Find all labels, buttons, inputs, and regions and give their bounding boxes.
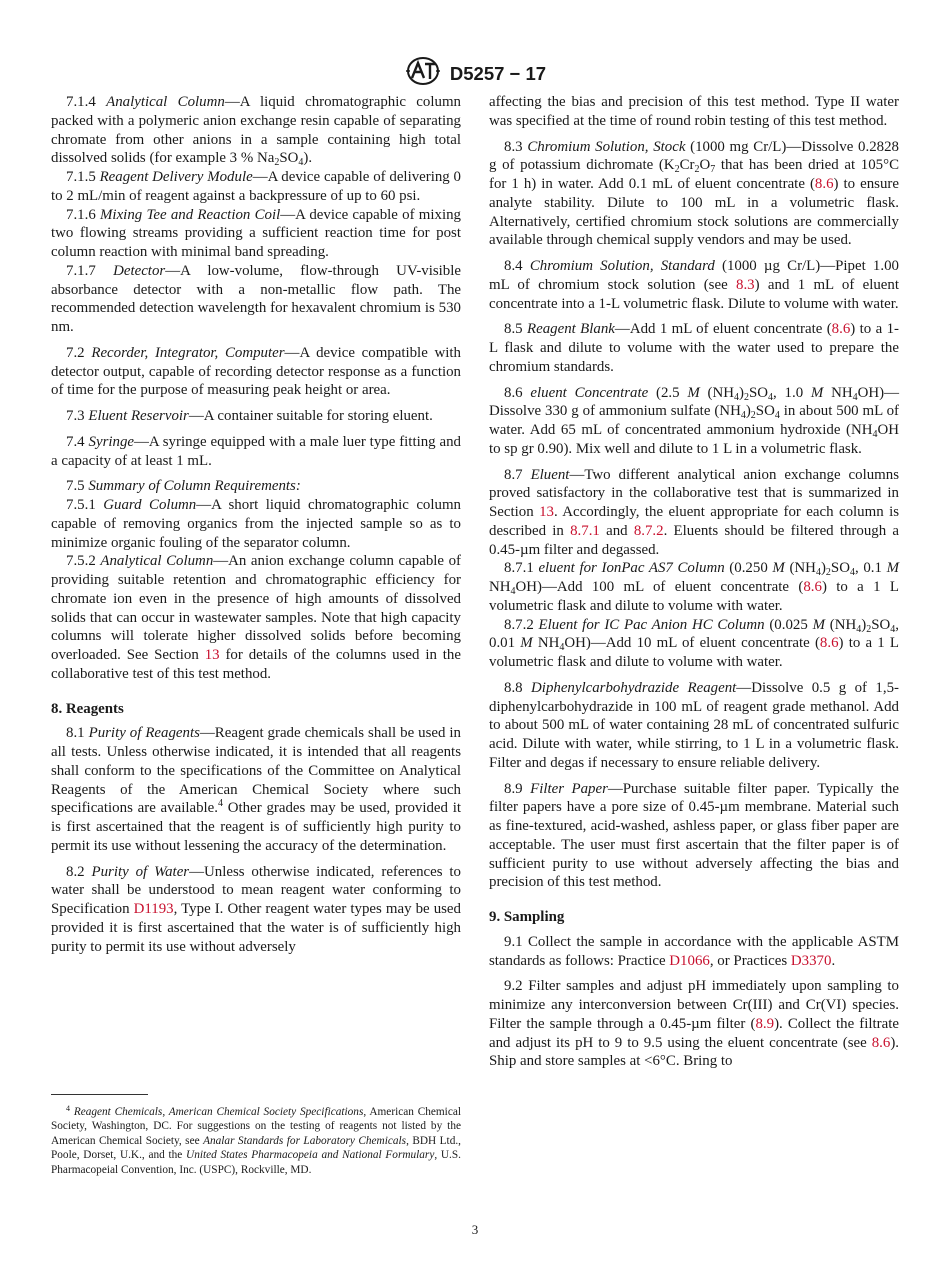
footnote-ref: 4 (218, 798, 224, 810)
section-8-9: 8.9 Filter Paper—Purchase suitable filter paper. Typically the filter papers have a pore size of 0.45-µm membrane. Material such as fine-textured, acid-washed, ashless paper, or glass fiber paper are acceptable. The user must first ascertain that the filter paper is of sufficient purity to use without adversely affecting the bias and precision of this test method. (489, 780, 899, 891)
section-8-7: 8.7 Eluent—Two different analytical anion exchange columns proved satisfactory in the collaborative test that is summarized in Section 13. Accordingly, the eluent appropriate for each column is described in 8.7.1 and 8.7.2. Eluents should be filtered through a 0.45-µm filter and degassed. (489, 466, 900, 558)
section-7-5: 7.5 Summary of Column Requirements: (66, 478, 301, 495)
section-link[interactable]: 8.3 (736, 276, 755, 293)
section-9-heading: 9. Sampling (489, 909, 565, 925)
section-8-1: 8.1 Purity of Reagents—Reagent grade chemicals shall be used in all tests. Unless otherwise indicated, it is intended that all reagents shall conform to the specifications of the Committee on Analytical Reagents of the American Chemical Society where such specifications are available.$^4$ Other grades may be used, provided it is first ascertained that the reagent is of sufficiently high purity to permit its use without lessening the accuracy of the determination. (51, 725, 462, 854)
section-9-1: 9.1 Collect the sample in accordance with the applicable ASTM standards as follows: Practice D1066, or Practices D3370. (489, 933, 899, 969)
section-link[interactable]: 8.6 (819, 635, 839, 652)
section-9-2: 9.2 Filter samples and adjust pH immediately upon sampling to minimize any interconversion between Cr(III) and Cr(VI) species. Filter the sample through a 0.45-µm filter (8.9). Collect the filtrate and adjust its pH to 9 to 9.5 using the eluent concentrate (see 8.6). Ship and store samples at <6°C. Bring to (489, 978, 899, 1070)
section-link[interactable]: 13 (539, 504, 554, 520)
section-8-7-1: 8.7.1 eluent for IonPac AS7 Column (0.250 M $(NH_4)_2SO_4$, 0.1 M $NH_4OH)—Add$ 100 mL of eluent concentrate (8.6) to a 1 L volumetric flask and dilute to volume with water. (489, 560, 899, 614)
section-8-8: 8.8 Diphenylcarbohydrazide Reagent—Dissolve 0.5 g of 1,5-diphenylcarbohydrazide in 100 mL of reagent grade methanol. Add to about 500 mL of water containing 28 mL of concentrated sulfuric acid. Dilute with water, while stirring, to 1 L in a volumetric flask. Filter and degas if necessary to ensure reliable delivery. (489, 679, 899, 771)
section-8-7-2: 8.7.2 Eluent for IC Pac Anion HC Column (0.025 M $(NH_4)_2SO_4$, 0.01 M $NH_4OH)—Add$ 10 mL of eluent concentrate (8.6) to a 1 L volumetric flask and dilute to volume with water. (489, 616, 900, 670)
section-7-1-4: 7.1.4 Analytical Column—A liquid chromatographic column packed with a polymeric anion exchange resin capable of separating chromate from other anions in a sample containing high total dissolved solids (for example 3 % $Na_2SO_4$). (51, 94, 461, 169)
section-link[interactable]: 8.6 (814, 176, 834, 192)
section-7-5-2: 7.5.2 Analytical Column—An anion exchange column capable of providing suitable retention and chromatographic efficiency for chromate ion even in the presence of high amounts of dissolved solids that can occur in wastewater samples. Note that high capacity columns will tolerate higher dissolved solids before becoming overloaded. See Section 13 for details of the columns used in the collaborative test of this test method. (51, 553, 461, 682)
page-header (0, 56, 950, 91)
section-link[interactable]: 8.6 (831, 321, 851, 338)
section-8-5: 8.5 Reagent Blank—Add 1 mL of eluent concentrate (8.6) to a 1-L flask and dilute to volume with the water used to prepare the chromium standards. (489, 321, 899, 375)
section-8-2-continued: affecting the bias and precision of this test method. Type II water was specified at the time of round robin testing of this test method. (489, 94, 899, 129)
section-8-6: 8.6 eluent Concentrate (2.5 M $(NH_4)_2SO_4$, 1.0 M $NH_4OH)—Dissolve$ 330 g of ammonium sulfate $(NH_4)_2SO_4$ in about 500 mL of water. Add 65 mL of concentrated ammonium hydroxide ($NH_4OH$ to sp gr 0.90). Mix well and dilute to 1 L in a volumetric flask. (489, 384, 899, 457)
section-link[interactable]: 8.9 (755, 1015, 775, 1032)
standard-link[interactable]: D3370 (790, 952, 832, 969)
section-7-3: 7.3 Eluent Reservoir—A container suitable for storing eluent. (66, 408, 433, 424)
left-column (51, 93, 461, 956)
section-7-1-7: 7.1.7 Detector—A low-volume, flow-through UV-visible absorbance detector with a non-metallic flow path. The recommended detection wavelength for hexavalent chromium is 530 nm. (51, 262, 461, 335)
section-8-2: 8.2 Purity of Water—Unless otherwise indicated, references to water shall be understood to mean reagent water conforming to Specification D1193, Type I. Other reagent water types may be used provided it is first ascertained that the water is of sufficiently high purity to permit its use without adversely (51, 863, 461, 955)
document-designation: D5257 − 17 (449, 62, 547, 84)
page-number: 3 (471, 1222, 479, 1237)
section-7-1-6: 7.1.6 Mixing Tee and Reaction Coil—A device capable of mixing two flowing streams providing a sufficient reaction time for post column reaction with minimal band spreading. (51, 206, 461, 260)
standard-link[interactable]: D1193 (133, 901, 174, 917)
astm-logo-icon (404, 56, 442, 91)
footnote-divider (51, 1094, 148, 1095)
section-link[interactable]: 8.7.1 (570, 522, 600, 539)
standard-link[interactable]: D1066 (669, 952, 710, 969)
section-7-2: 7.2 Recorder, Integrator, Computer—A device compatible with detector output, capable of recording detector response as a function of time for the purpose of measuring peak height or area. (51, 344, 461, 399)
section-8-heading: 8. Reagents (51, 700, 124, 717)
section-7-5-1: 7.5.1 Guard Column—A short liquid chromatographic column capable of removing organics from the injected sample so as to minimize organic fouling of the separator column. (51, 497, 461, 551)
footnote-4: $^4$ Reagent Chemicals, American Chemical Society Specifications, American Chemical Society, Washington, DC. For suggestions on the testing of reagents not listed by the American Chemical Society, see Analar Standards for Laboratory Chemicals, BDH Ltd., Poole, Dorset, U.K., and the United States Pharmacopeia and National Formulary, U.S. Pharmacopeial Convention, Inc. (USPC), Rockville, MD. (51, 1104, 461, 1176)
section-link[interactable]: 8.6 (871, 1034, 891, 1051)
section-7-1-5: 7.1.5 Reagent Delivery Module—A device capable of delivering 0 to 2 mL/min of reagent against a backpressure of up to 60 psi. (51, 169, 461, 204)
section-link[interactable]: 8.6 (803, 579, 822, 595)
section-8-4: 8.4 Chromium Solution, Standard (1000 µg Cr/L)—Pipet 1.00 mL of chromium stock solution (see 8.3) and 1 mL of eluent concentrate into a 1-L volumetric flask. Dilute to volume with water. (489, 258, 899, 312)
right-column (489, 93, 899, 1071)
section-link[interactable]: 8.7.2 (633, 522, 664, 539)
section-8-3: 8.3 Chromium Solution, Stock (1000 mg Cr/L)—Dissolve 0.2828 g of potassium dichromate ($K_2Cr_2O_7$ that has been dried at 105°C for 1 h) in water. Add 0.1 mL of eluent concentrate (8.6) to ensure analyte stability. Dilute to 100 mL in a volumetric flask. Alternatively, certified chromium stock solutions are commercially available through chemical supply vendors and may be used. (489, 138, 900, 249)
section-7-4: 7.4 Syringe—A syringe equipped with a male luer type fitting and a capacity of at least 1 mL. (51, 433, 461, 469)
section-link[interactable]: 13 (204, 647, 220, 663)
